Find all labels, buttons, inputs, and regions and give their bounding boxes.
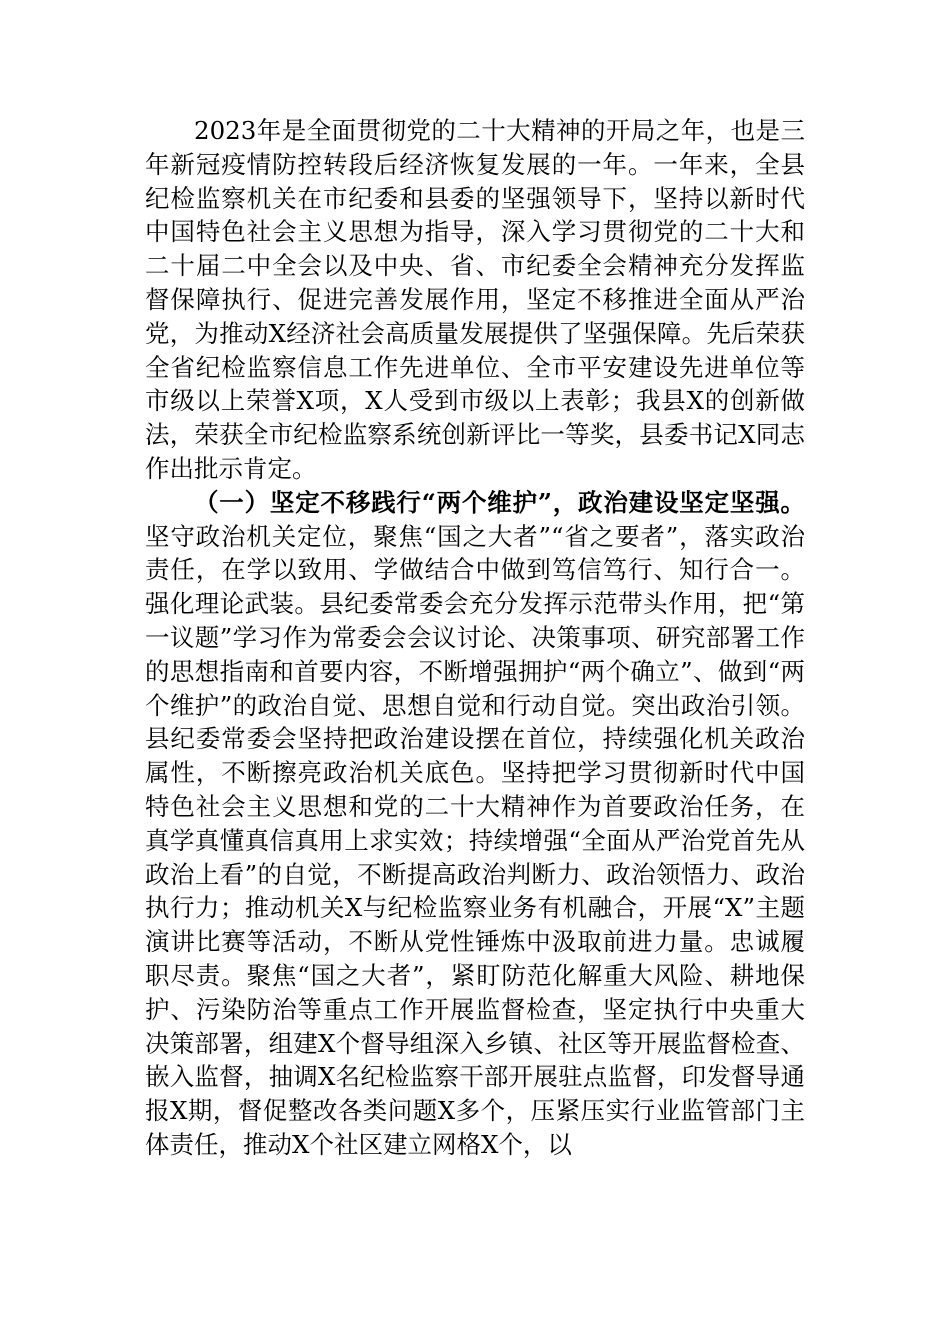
section-one-heading: （一）坚定不移践行“两个维护”，政治建设坚定坚强。: [194, 487, 805, 517]
section-one-text: 坚守政治机关定位，聚焦“国之大者”“省之要者”，落实政治责任，在学以致用、学做结合中做到笃信笃行、知行合一。强化理论武装。县纪委常委会充分发挥示范带头作用，把“第一议题”学习作为常委会会议讨论、决策事项、研究部署工作的思想指南和首要内容，不断增强拥护“两个确立”、做到“两个维护”的政治自觉、思想自觉和行动自觉。突出政治引领。县纪委常委会坚持把政治建设摆在首位，持续强化机关政治属性，不断擦亮政治机关底色。坚持把学习贯彻新时代中国特色社会主义思想和党的二十大精神作为首要政治任务，在真学真懂真信真用上求实效；持续增强“全面从严治党首先从政治上看”的自觉，不断提高政治判断力、政治领悟力、政治执行力；推动机关X与纪检监察业务有机融合，开展“X”主题演讲比赛等活动，不断从党性锤炼中汲取前进力量。忠诚履职尽责。聚焦“国之大者”，紧盯防范化解重大风险、耕地保护、污染防治等重点工作开展监督检查，坚定执行中央重大决策部署，组建X个督导组深入乡镇、社区等开展监督检查、嵌入监督，抽调X名纪检监察干部开展驻点监督，印发督导通报X期，督促整改各类问题X多个，压紧压实行业监管部门主体责任，推动X个社区建立网格X个，以: [145, 521, 805, 1159]
intro-paragraph-text: 2023年是全面贯彻党的二十大精神的开局之年，也是三年新冠疫情防控转段后经济恢复发展的一年。一年来，全县纪检监察机关在市纪委和县委的坚强领导下，坚持以新时代中国特色社会主义思想为指导，深入学习贯彻党的二十大和二十届二中全会以及中央、省、市纪委全会精神充分发挥监督保障执行、促进完善发展作用，坚定不移推进全面从严治党，为推动X经济社会高质量发展提供了坚强保障。先后荣获全省纪检监察信息工作先进单位、全市平安建设先进单位等市级以上荣誉X项，X人受到市级以上表彰；我县X的创新做法，荣获全市纪检监察系统创新评比一等奖，县委书记X同志作出批示肯定。: [145, 116, 805, 483]
section-one-paragraph: [145, 486, 805, 1162]
intro-paragraph: [145, 114, 805, 486]
document-body: [145, 114, 805, 1162]
